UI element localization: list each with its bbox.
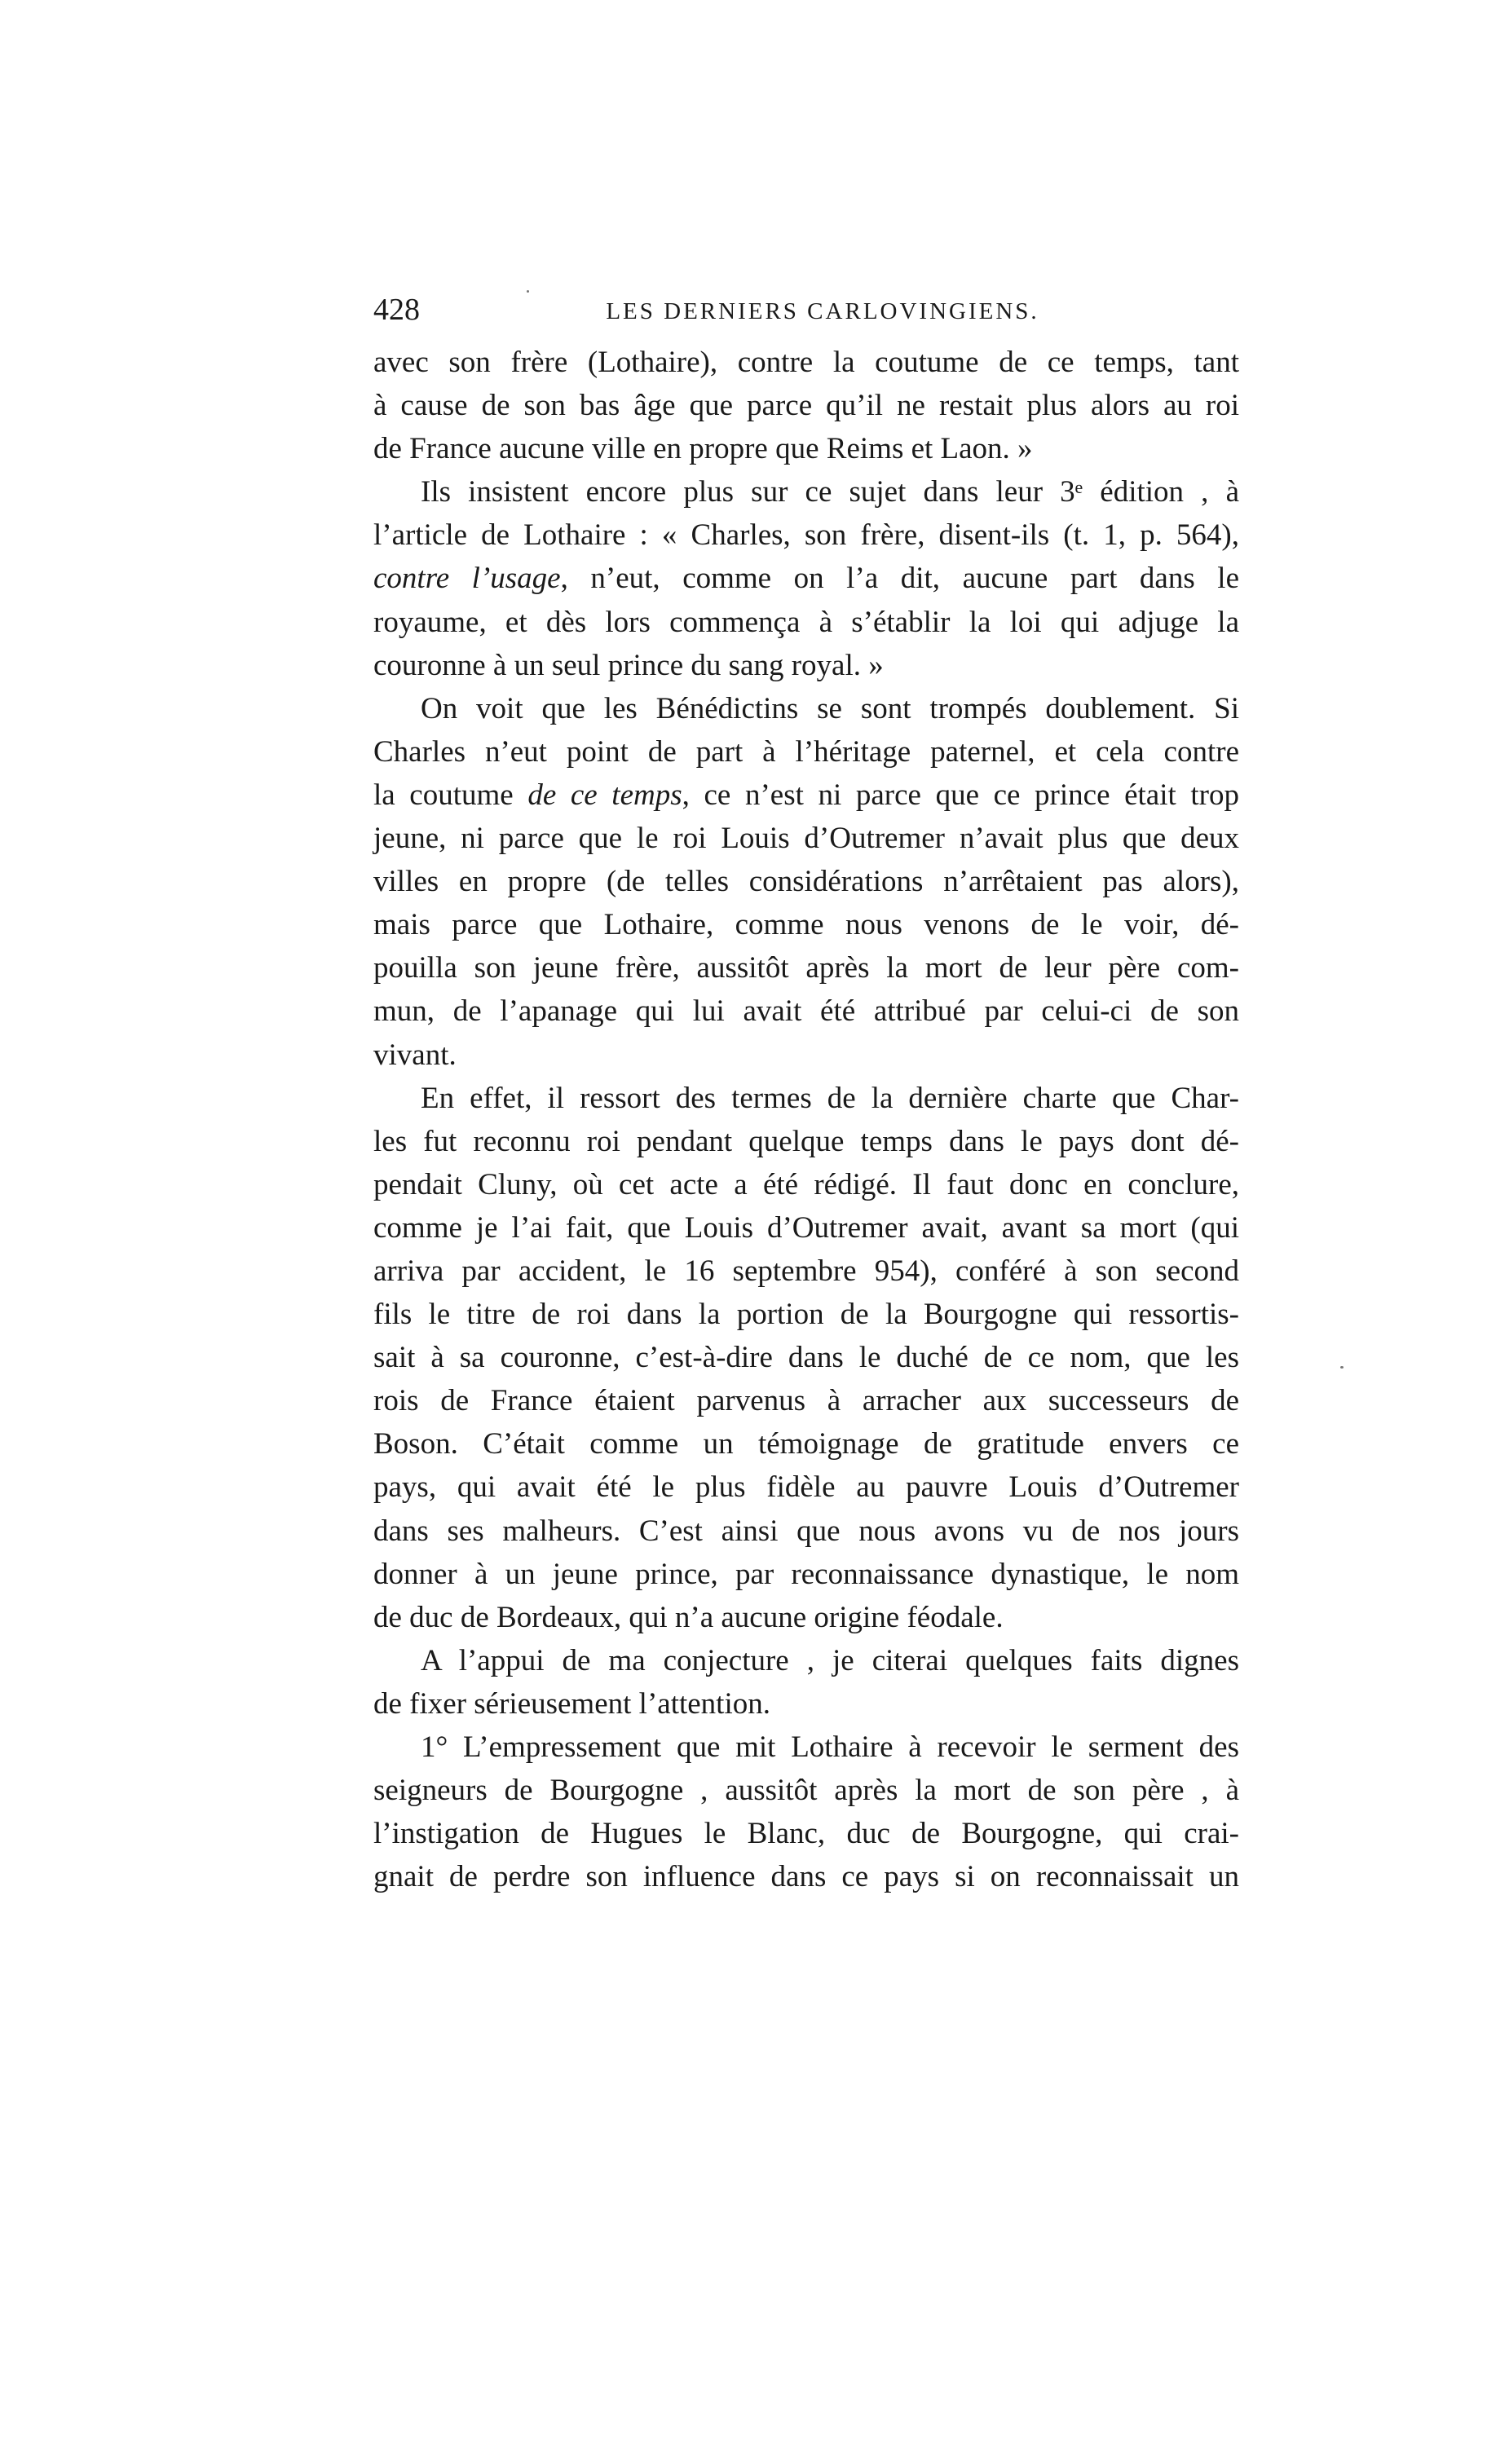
text-line: mais parce que Lothaire, comme nous venons de le voir, dé- [373, 908, 1239, 942]
text-line: de duc de Bordeaux, qui n’a aucune origine féodale. [373, 1600, 1004, 1634]
text-line: dans ses malheurs. C’est ainsi que nous avons vu de nos jours [373, 1514, 1239, 1548]
text-line: seigneurs de Bourgogne , aussitôt après la mort de son père , à [373, 1774, 1239, 1808]
text-line: donner à un jeune prince, par reconnaissance dynastique, le nom [373, 1557, 1239, 1591]
text-line: sait à sa couronne, c’est-à-dire dans le duché de ce nom, que les [373, 1341, 1239, 1375]
paper-speck [1340, 1366, 1344, 1369]
text-line: pendait Cluny, où cet acte a été rédigé. Il faut donc en conclure, [373, 1167, 1239, 1201]
paragraph-first-line: Ils insistent encore plus sur ce sujet dans leur 3ᵉ édition , à [421, 475, 1239, 509]
text-line: Charles n’eut point de part à l’héritage paternel, et cela contre [373, 734, 1239, 769]
text-line: Boson. C’était comme un témoignage de gratitude envers ce [373, 1427, 1239, 1461]
text-line: jeune, ni parce que le roi Louis d’Outremer n’avait plus que deux [373, 822, 1239, 856]
paragraph-first-line: En effet, il ressort des termes de la dernière charte que Char- [421, 1081, 1239, 1115]
text-line: gnait de perdre son influence dans ce pays si on reconnaissait un [373, 1860, 1239, 1894]
text-line: les fut reconnu roi pendant quelque temps dans le pays dont dé- [373, 1124, 1239, 1158]
text-line: fils le titre de roi dans la portion de la Bourgogne qui ressortis- [373, 1298, 1239, 1332]
text-line: avec son frère (Lothaire), contre la coutume de ce temps, tant [373, 346, 1239, 379]
running-head [373, 290, 1239, 329]
paragraph-first-line: A l’appui de ma conjecture , je citerai quelques faits dignes [421, 1643, 1239, 1677]
text-line: contre l’usage, n’eut, comme on l’a dit, aucune part dans le [373, 562, 1239, 596]
text-line: de fixer sérieusement l’attention. [373, 1686, 770, 1721]
text-line: la coutume de ce temps, ce n’est ni parce que ce prince était trop [373, 778, 1239, 812]
text-line: royaume, et dès lors commença à s’établir la loi qui adjuge la [373, 605, 1239, 639]
paragraph-first-line: On voit que les Bénédictins se sont trompés doublement. Si [421, 691, 1239, 725]
text-line: pouilla son jeune frère, aussitôt après la mort de leur père com- [373, 951, 1239, 985]
text-line: villes en propre (de telles considérations n’arrêtaient pas alors), [373, 865, 1239, 899]
page-number: 428 [373, 293, 420, 327]
text-line: pays, qui avait été le plus fidèle au pauvre Louis d’Outremer [373, 1470, 1239, 1505]
text-line: de France aucune ville en propre que Reims et Laon. » [373, 432, 1033, 466]
text-line: vivant. [373, 1038, 457, 1072]
text-line: à cause de son bas âge que parce qu’il ne restait plus alors au roi [373, 389, 1239, 423]
text-line: arriva par accident, le 16 septembre 954), conféré à son second [373, 1254, 1239, 1288]
body-text [373, 341, 1239, 1898]
text-line: l’article de Lothaire : « Charles, son frère, disent-ils (t. 1, p. 564), [373, 518, 1239, 553]
text-line: rois de France étaient parvenus à arracher aux successeurs de [373, 1384, 1239, 1418]
text-line: l’instigation de Hugues le Blanc, duc de Bourgogne, qui crai- [373, 1817, 1239, 1851]
paper-speck [527, 290, 529, 293]
running-title: LES DERNIERS CARLOVINGIENS. [606, 298, 1039, 324]
text-line: couronne à un seul prince du sang royal. » [373, 648, 884, 682]
text-line: mun, de l’apanage qui lui avait été attribué par celui-ci de son [373, 994, 1239, 1029]
text-line: comme je l’ai fait, que Louis d’Outremer avait, avant sa mort (qui [373, 1210, 1239, 1245]
paragraph-first-line: 1° L’empressement que mit Lothaire à recevoir le serment des [421, 1730, 1239, 1764]
